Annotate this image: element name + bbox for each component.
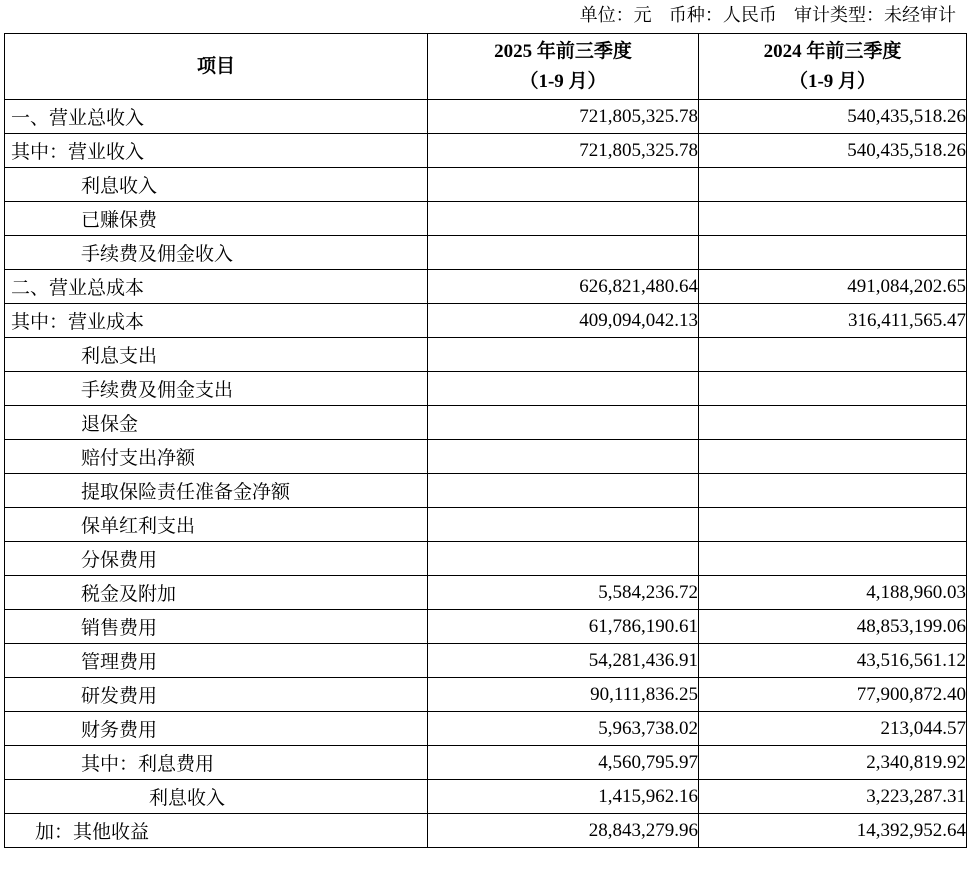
column-header-2024-months: （1-9 月）	[788, 70, 877, 92]
column-header-2024-period: 2024 年前三季度	[763, 40, 902, 62]
row-value-2024: 48,853,199.06	[699, 610, 967, 644]
table-row	[5, 678, 967, 712]
row-value-2025: 90,111,836.25	[428, 678, 699, 712]
row-value-2025: 721,805,325.78	[428, 134, 699, 168]
row-label-finance-expense: 财务费用	[5, 712, 428, 746]
row-value-2024	[699, 406, 967, 440]
row-value-2025: 721,805,325.78	[428, 100, 699, 134]
row-value-2024: 540,435,518.26	[699, 134, 967, 168]
row-value-2025: 1,415,962.16	[428, 780, 699, 814]
table-row	[5, 270, 967, 304]
table-row	[5, 576, 967, 610]
row-value-2024: 4,188,960.03	[699, 576, 967, 610]
row-label-selling-expense: 销售费用	[5, 610, 428, 644]
table-row	[5, 712, 967, 746]
table-row	[5, 814, 967, 848]
column-header-item-label: 项目	[196, 55, 235, 77]
row-value-2024	[699, 440, 967, 474]
row-label-total-revenue: 一、营业总收入	[5, 100, 428, 134]
table-row	[5, 338, 967, 372]
row-label-fee-commission-expense: 手续费及佣金支出	[5, 372, 428, 406]
table-row	[5, 236, 967, 270]
table-row	[5, 610, 967, 644]
row-value-2024: 14,392,952.64	[699, 814, 967, 848]
row-value-2025: 409,094,042.13	[428, 304, 699, 338]
row-label-fee-commission-income: 手续费及佣金收入	[5, 236, 428, 270]
table-row	[5, 202, 967, 236]
row-label-insurance-reserve: 提取保险责任准备金净额	[5, 474, 428, 508]
row-value-2025: 626,821,480.64	[428, 270, 699, 304]
row-label-interest-expense: 利息支出	[5, 338, 428, 372]
row-label-interest-cost: 其中：利息费用	[5, 746, 428, 780]
row-label-operating-cost: 其中：营业成本	[5, 304, 428, 338]
row-label-reinsurance-cost: 分保费用	[5, 542, 428, 576]
row-value-2025	[428, 508, 699, 542]
row-label-interest-income: 利息收入	[5, 168, 428, 202]
table-row	[5, 100, 967, 134]
row-value-2024	[699, 508, 967, 542]
table-row	[5, 134, 967, 168]
row-label-admin-expense: 管理费用	[5, 644, 428, 678]
table-row	[5, 474, 967, 508]
row-label-taxes-surcharges: 税金及附加	[5, 576, 428, 610]
table-row	[5, 644, 967, 678]
row-value-2025	[428, 236, 699, 270]
row-value-2025: 28,843,279.96	[428, 814, 699, 848]
row-label-surrender-value: 退保金	[5, 406, 428, 440]
row-value-2025	[428, 168, 699, 202]
income-statement-table	[4, 33, 967, 848]
row-value-2024	[699, 474, 967, 508]
row-label-other-income: 加：其他收益	[5, 814, 428, 848]
row-value-2025	[428, 202, 699, 236]
table-row	[5, 542, 967, 576]
row-value-2024: 77,900,872.40	[699, 678, 967, 712]
table-row	[5, 304, 967, 338]
row-value-2025	[428, 372, 699, 406]
row-value-2024	[699, 202, 967, 236]
row-value-2024	[699, 372, 967, 406]
table-row	[5, 168, 967, 202]
row-value-2025	[428, 440, 699, 474]
row-label-policy-dividend: 保单红利支出	[5, 508, 428, 542]
table-row	[5, 746, 967, 780]
row-value-2024	[699, 338, 967, 372]
table-row	[5, 508, 967, 542]
row-value-2025: 54,281,436.91	[428, 644, 699, 678]
row-value-2024	[699, 168, 967, 202]
row-value-2024: 213,044.57	[699, 712, 967, 746]
table-row	[5, 780, 967, 814]
row-value-2025	[428, 338, 699, 372]
row-value-2024	[699, 542, 967, 576]
row-value-2025: 61,786,190.61	[428, 610, 699, 644]
row-value-2025: 5,963,738.02	[428, 712, 699, 746]
table-header-row	[5, 34, 967, 100]
row-value-2025: 4,560,795.97	[428, 746, 699, 780]
column-header-2024	[699, 34, 967, 100]
column-header-2025-months: （1-9 月）	[519, 70, 607, 92]
row-value-2024: 540,435,518.26	[699, 100, 967, 134]
row-value-2024: 2,340,819.92	[699, 746, 967, 780]
row-label-earned-premiums: 已赚保费	[5, 202, 428, 236]
column-header-item	[5, 34, 428, 100]
row-value-2025	[428, 474, 699, 508]
row-value-2024	[699, 236, 967, 270]
table-row	[5, 406, 967, 440]
row-value-2025: 5,584,236.72	[428, 576, 699, 610]
row-value-2024: 3,223,287.31	[699, 780, 967, 814]
row-value-2024: 491,084,202.65	[699, 270, 967, 304]
row-label-net-claims: 赔付支出净额	[5, 440, 428, 474]
row-value-2025	[428, 406, 699, 440]
row-label-operating-revenue: 其中：营业收入	[5, 134, 428, 168]
row-value-2025	[428, 542, 699, 576]
unit-currency-audit-note: 单位：元 币种：人民币 审计类型：未经审计	[579, 5, 956, 26]
column-header-2025-period: 2025 年前三季度	[494, 40, 632, 62]
row-label-rd-expense: 研发费用	[5, 678, 428, 712]
row-value-2024: 43,516,561.12	[699, 644, 967, 678]
column-header-2025	[428, 34, 699, 100]
row-label-total-operating-cost: 二、营业总成本	[5, 270, 428, 304]
table-row	[5, 440, 967, 474]
table-row	[5, 372, 967, 406]
row-value-2024: 316,411,565.47	[699, 304, 967, 338]
row-label-finance-interest-income: 利息收入	[5, 780, 428, 814]
